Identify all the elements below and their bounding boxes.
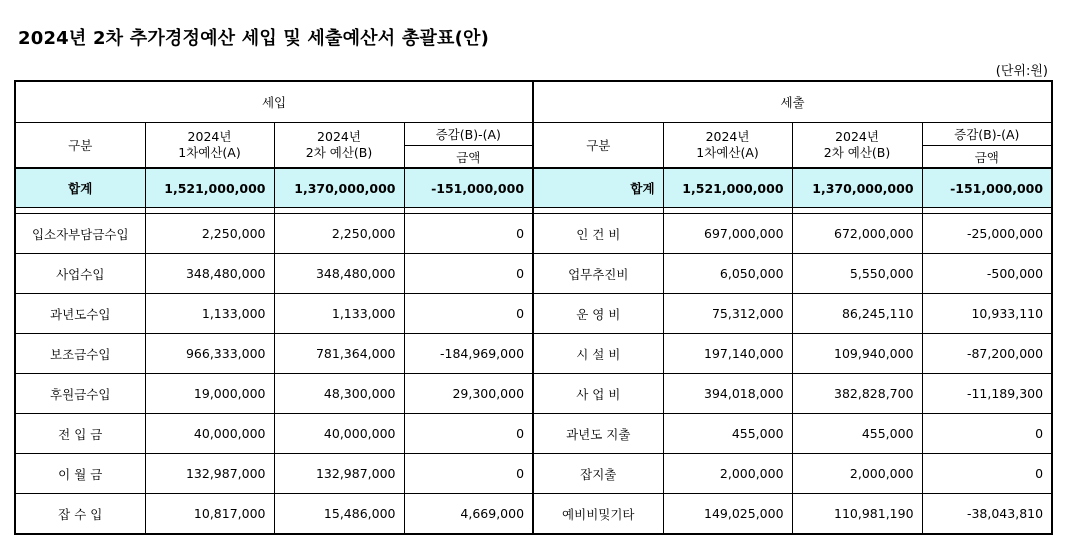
exp-diff-cell: 10,933,110 (922, 294, 1052, 334)
rev-diff-cell: 0 (404, 214, 533, 254)
exp-budget-b-cell: 109,940,000 (792, 334, 922, 374)
table-row (15, 414, 1052, 454)
exp-category-cell: 운 영 비 (533, 294, 663, 334)
table-row (15, 254, 1052, 294)
rev-col-b-header: 2024년 2차 예산(B) (274, 123, 404, 169)
rev-budget-b-cell: 15,486,000 (274, 494, 404, 535)
rev-budget-a-cell: 19,000,000 (145, 374, 274, 414)
exp-total-diff: -151,000,000 (922, 168, 1052, 208)
rev-budget-b-cell: 2,250,000 (274, 214, 404, 254)
table-row (15, 334, 1052, 374)
exp-diff-cell: 0 (922, 414, 1052, 454)
rev-budget-b-cell: 781,364,000 (274, 334, 404, 374)
rev-category-cell: 이 월 금 (15, 454, 145, 494)
rev-total-diff: -151,000,000 (404, 168, 533, 208)
exp-diff-cell: -11,189,300 (922, 374, 1052, 414)
table-row (15, 454, 1052, 494)
rev-category-cell: 전 입 금 (15, 414, 145, 454)
budget-summary-table (14, 80, 1053, 535)
expenditure-section-header: 세출 (533, 81, 1052, 123)
exp-diff-cell: -25,000,000 (922, 214, 1052, 254)
rev-budget-b-cell: 1,133,000 (274, 294, 404, 334)
exp-budget-b-cell: 5,550,000 (792, 254, 922, 294)
exp-budget-a-cell: 6,050,000 (663, 254, 792, 294)
table-row (15, 494, 1052, 535)
total-row (15, 168, 1052, 208)
rev-budget-a-cell: 348,480,000 (145, 254, 274, 294)
rev-budget-b-cell: 132,987,000 (274, 454, 404, 494)
exp-category-cell: 사 업 비 (533, 374, 663, 414)
rev-total-a: 1,521,000,000 (145, 168, 274, 208)
rev-budget-a-cell: 40,000,000 (145, 414, 274, 454)
exp-category-cell: 예비비및기타 (533, 494, 663, 535)
exp-col-a-header: 2024년 1차예산(A) (663, 123, 792, 169)
table-row (15, 214, 1052, 254)
exp-category-cell: 시 설 비 (533, 334, 663, 374)
exp-amount-header: 금액 (922, 146, 1052, 169)
exp-budget-a-cell: 455,000 (663, 414, 792, 454)
exp-category-cell: 인 건 비 (533, 214, 663, 254)
rev-category-cell: 과년도수입 (15, 294, 145, 334)
rev-budget-a-cell: 966,333,000 (145, 334, 274, 374)
rev-diff-cell: -184,969,000 (404, 334, 533, 374)
rev-diff-cell: 0 (404, 454, 533, 494)
exp-budget-a-cell: 2,000,000 (663, 454, 792, 494)
table-row (15, 374, 1052, 414)
exp-category-cell: 잡지출 (533, 454, 663, 494)
exp-budget-b-cell: 86,245,110 (792, 294, 922, 334)
rev-budget-b-cell: 48,300,000 (274, 374, 404, 414)
rev-category-header: 구분 (15, 123, 145, 169)
rev-diff-cell: 0 (404, 414, 533, 454)
exp-budget-b-cell: 2,000,000 (792, 454, 922, 494)
exp-budget-b-cell: 110,981,190 (792, 494, 922, 535)
rev-category-cell: 잡 수 입 (15, 494, 145, 535)
exp-diff-cell: -38,043,810 (922, 494, 1052, 535)
rev-diff-cell: 0 (404, 294, 533, 334)
exp-budget-b-cell: 382,828,700 (792, 374, 922, 414)
document-title: 2024년 2차 추가경정예산 세입 및 세출예산서 총괄표(안) (18, 28, 490, 49)
rev-category-cell: 후원금수입 (15, 374, 145, 414)
rev-col-a-header: 2024년 1차예산(A) (145, 123, 274, 169)
table-row (15, 294, 1052, 334)
revenue-section-header: 세입 (15, 81, 533, 123)
exp-budget-a-cell: 697,000,000 (663, 214, 792, 254)
rev-budget-a-cell: 10,817,000 (145, 494, 274, 535)
rev-diff-cell: 29,300,000 (404, 374, 533, 414)
exp-diff-header: 증감(B)-(A) (922, 123, 1052, 146)
rev-category-cell: 사업수입 (15, 254, 145, 294)
rev-budget-b-cell: 40,000,000 (274, 414, 404, 454)
exp-diff-cell: -87,200,000 (922, 334, 1052, 374)
exp-budget-a-cell: 75,312,000 (663, 294, 792, 334)
rev-total-label: 합계 (15, 168, 145, 208)
rev-budget-a-cell: 2,250,000 (145, 214, 274, 254)
exp-budget-a-cell: 149,025,000 (663, 494, 792, 535)
rev-category-cell: 입소자부담금수입 (15, 214, 145, 254)
exp-col-b-header: 2024년 2차 예산(B) (792, 123, 922, 169)
exp-budget-a-cell: 394,018,000 (663, 374, 792, 414)
rev-total-b: 1,370,000,000 (274, 168, 404, 208)
rev-category-cell: 보조금수입 (15, 334, 145, 374)
exp-category-cell: 과년도 지출 (533, 414, 663, 454)
exp-total-b: 1,370,000,000 (792, 168, 922, 208)
unit-label: (단위:원) (995, 64, 1048, 79)
rev-amount-header: 금액 (404, 146, 533, 169)
exp-diff-cell: 0 (922, 454, 1052, 494)
exp-budget-b-cell: 455,000 (792, 414, 922, 454)
rev-diff-header: 증감(B)-(A) (404, 123, 533, 146)
rev-budget-b-cell: 348,480,000 (274, 254, 404, 294)
exp-category-header: 구분 (533, 123, 663, 169)
exp-budget-b-cell: 672,000,000 (792, 214, 922, 254)
exp-total-a: 1,521,000,000 (663, 168, 792, 208)
rev-diff-cell: 0 (404, 254, 533, 294)
rev-budget-a-cell: 132,987,000 (145, 454, 274, 494)
exp-category-cell: 업무추진비 (533, 254, 663, 294)
exp-total-label: 합계 (533, 168, 663, 208)
exp-budget-a-cell: 197,140,000 (663, 334, 792, 374)
rev-diff-cell: 4,669,000 (404, 494, 533, 535)
exp-diff-cell: -500,000 (922, 254, 1052, 294)
rev-budget-a-cell: 1,133,000 (145, 294, 274, 334)
